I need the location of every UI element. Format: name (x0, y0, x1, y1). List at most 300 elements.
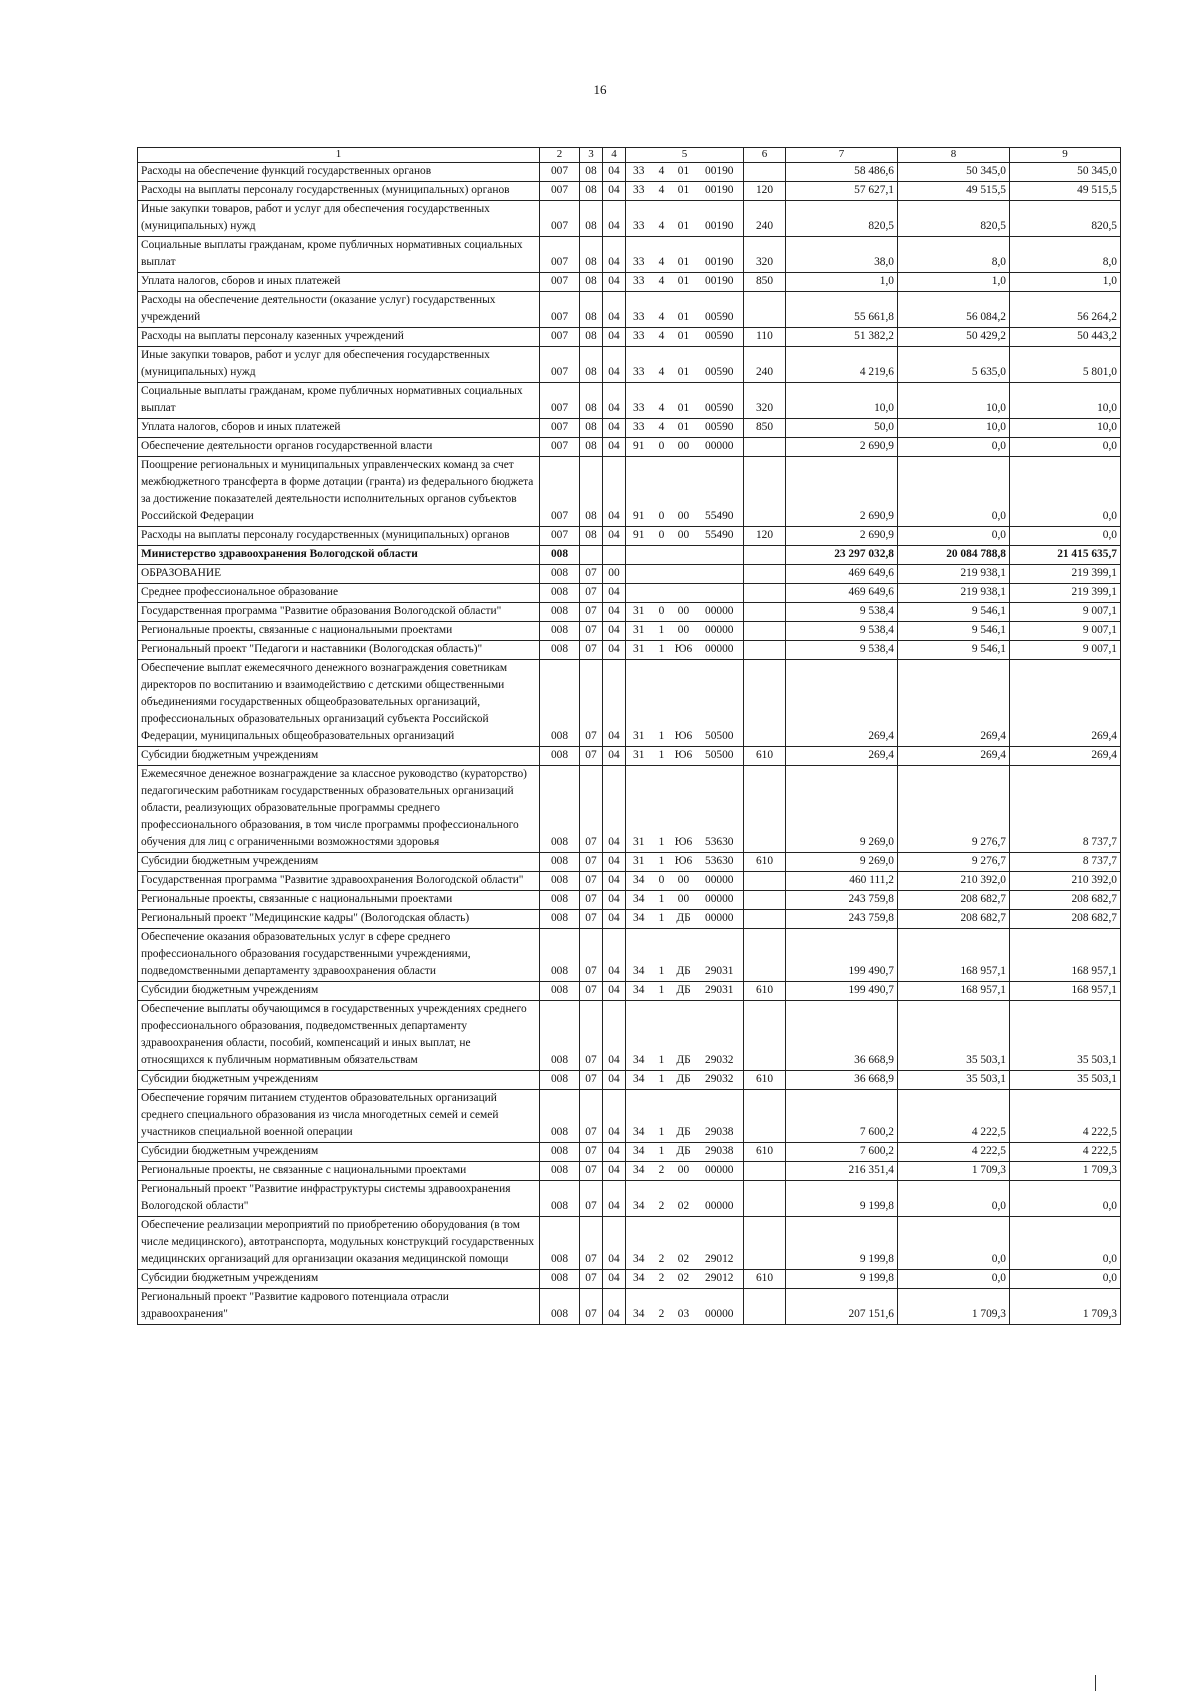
value-col7: 199 490,7 (786, 929, 898, 982)
table-row (138, 872, 1121, 891)
code-subsection: 04 (603, 419, 626, 438)
code-target-type: 1 (652, 747, 672, 766)
row-name: Государственная программа "Развитие здравоохранения Вологодской области" (138, 872, 540, 891)
code-target-project: 01 (672, 273, 696, 292)
code-target-direction (696, 565, 744, 584)
code-ministry: 007 (540, 419, 580, 438)
code-expense-type (744, 660, 786, 747)
row-name: Социальные выплаты гражданам, кроме публичных нормативных социальных выплат (138, 237, 540, 273)
value-col9: 21 415 635,7 (1010, 546, 1121, 565)
code-target-program: 33 (626, 163, 652, 182)
header-col-6: 6 (744, 148, 786, 163)
code-target-project: Ю6 (672, 641, 696, 660)
value-col7: 36 668,9 (786, 1071, 898, 1090)
code-section: 08 (580, 328, 603, 347)
code-target-direction: 00590 (696, 328, 744, 347)
code-expense-type: 120 (744, 182, 786, 201)
code-expense-type (744, 565, 786, 584)
row-name: Обеспечение выплат ежемесячного денежного вознаграждения советникам директоров по воспитанию и взаимодействию с детскими общественными объединениями государственных общеобразовательных организаций, профессиональных образовательных организаций субъекта Российской Федерации, муниципальных общеобразовательных организаций (138, 660, 540, 747)
row-name: Поощрение региональных и муниципальных управленческих команд за счет межбюджетного трансферта в форме дотации (гранта) из федерального бюджета за достижение показателей деятельности исполнительных органов субъектов Российской Федерации (138, 457, 540, 527)
code-target-program: 34 (626, 1289, 652, 1325)
row-name: Обеспечение оказания образовательных услуг в сфере среднего профессионального образования государственными учреждениями, подведомственными департаменту здравоохранения области (138, 929, 540, 982)
table-row (138, 292, 1121, 328)
value-col9: 1 709,3 (1010, 1289, 1121, 1325)
value-col8: 0,0 (898, 1217, 1010, 1270)
value-col9: 0,0 (1010, 527, 1121, 546)
code-ministry: 008 (540, 747, 580, 766)
code-ministry: 007 (540, 383, 580, 419)
code-expense-type (744, 1217, 786, 1270)
code-target-direction: 29012 (696, 1217, 744, 1270)
table-row (138, 201, 1121, 237)
value-col7: 9 269,0 (786, 766, 898, 853)
row-name: Расходы на обеспечение функций государственных органов (138, 163, 540, 182)
code-ministry: 008 (540, 1217, 580, 1270)
row-name: Социальные выплаты гражданам, кроме публичных нормативных социальных выплат (138, 383, 540, 419)
code-target-program: 34 (626, 1143, 652, 1162)
code-target-direction: 00590 (696, 383, 744, 419)
code-target-project: 00 (672, 527, 696, 546)
table-row (138, 622, 1121, 641)
code-expense-type (744, 546, 786, 565)
code-target-project: ДБ (672, 1090, 696, 1143)
row-name: Обеспечение горячим питанием студентов образовательных организаций среднего специального образования из числа многодетных семей и семей участников специальной военной операции (138, 1090, 540, 1143)
value-col9: 8,0 (1010, 237, 1121, 273)
value-col9: 210 392,0 (1010, 872, 1121, 891)
table-row (138, 891, 1121, 910)
table-row (138, 1217, 1121, 1270)
value-col7: 9 538,4 (786, 603, 898, 622)
code-target-project: 01 (672, 347, 696, 383)
code-target-direction: 55490 (696, 527, 744, 546)
row-name: ОБРАЗОВАНИЕ (138, 565, 540, 584)
row-name: Региональный проект "Развитие кадрового потенциала отрасли здравоохранения" (138, 1289, 540, 1325)
code-target-type: 0 (652, 438, 672, 457)
code-ministry: 008 (540, 546, 580, 565)
code-expense-type: 320 (744, 237, 786, 273)
value-col7: 7 600,2 (786, 1143, 898, 1162)
table-row (138, 910, 1121, 929)
code-ministry: 008 (540, 891, 580, 910)
value-col7: 4 219,6 (786, 347, 898, 383)
code-target-program: 33 (626, 273, 652, 292)
table-row (138, 182, 1121, 201)
value-col7: 57 627,1 (786, 182, 898, 201)
code-target-program (626, 565, 652, 584)
row-name: Региональный проект "Развитие инфраструктуры системы здравоохранения Вологодской области" (138, 1181, 540, 1217)
code-target-direction: 00000 (696, 910, 744, 929)
code-ministry: 007 (540, 163, 580, 182)
header-col-5: 5 (626, 148, 744, 163)
row-name: Ежемесячное денежное вознаграждение за классное руководство (кураторство) педагогическим работникам государственных образовательных организаций области, реализующих образовательные программы среднего профессионального образования, в том числе программы профессионального обучения для лиц с ограниченными возможностями здоровья (138, 766, 540, 853)
table-row (138, 1071, 1121, 1090)
code-target-project: 01 (672, 182, 696, 201)
table-body (138, 148, 1121, 1325)
value-col9: 8 737,7 (1010, 853, 1121, 872)
header-col-2: 2 (540, 148, 580, 163)
value-col9: 0,0 (1010, 1181, 1121, 1217)
code-target-direction: 55490 (696, 457, 744, 527)
code-ministry: 007 (540, 292, 580, 328)
code-ministry: 008 (540, 982, 580, 1001)
code-target-program: 31 (626, 853, 652, 872)
value-col8: 0,0 (898, 1270, 1010, 1289)
value-col8: 208 682,7 (898, 891, 1010, 910)
corner-mark (1095, 1675, 1096, 1691)
header-col-7: 7 (786, 148, 898, 163)
code-target-type: 4 (652, 163, 672, 182)
code-ministry: 007 (540, 527, 580, 546)
value-col9: 50 345,0 (1010, 163, 1121, 182)
code-target-direction: 00190 (696, 273, 744, 292)
code-target-project: 01 (672, 328, 696, 347)
row-name: Субсидии бюджетным учреждениям (138, 1143, 540, 1162)
table-row (138, 163, 1121, 182)
code-subsection: 04 (603, 1217, 626, 1270)
code-target-project: 01 (672, 237, 696, 273)
code-target-direction (696, 546, 744, 565)
code-target-direction: 00190 (696, 201, 744, 237)
code-section: 07 (580, 1289, 603, 1325)
code-target-type: 1 (652, 1001, 672, 1071)
value-col7: 9 199,8 (786, 1270, 898, 1289)
value-col7: 10,0 (786, 383, 898, 419)
code-target-program: 34 (626, 1001, 652, 1071)
table-row (138, 565, 1121, 584)
value-col9: 0,0 (1010, 1270, 1121, 1289)
code-target-direction: 50500 (696, 747, 744, 766)
code-ministry: 008 (540, 766, 580, 853)
code-target-direction: 00190 (696, 237, 744, 273)
code-ministry: 007 (540, 438, 580, 457)
code-target-program: 33 (626, 182, 652, 201)
code-target-program: 33 (626, 328, 652, 347)
code-expense-type (744, 872, 786, 891)
code-target-type: 4 (652, 419, 672, 438)
code-target-project: 01 (672, 419, 696, 438)
code-target-project: ДБ (672, 982, 696, 1001)
row-name: Региональные проекты, связанные с национальными проектами (138, 891, 540, 910)
budget-table (137, 147, 1121, 1325)
code-expense-type (744, 292, 786, 328)
value-col9: 219 399,1 (1010, 584, 1121, 603)
code-target-program: 91 (626, 438, 652, 457)
code-expense-type (744, 1181, 786, 1217)
code-target-type: 1 (652, 891, 672, 910)
code-target-program: 33 (626, 419, 652, 438)
code-section: 07 (580, 766, 603, 853)
value-col9: 56 264,2 (1010, 292, 1121, 328)
code-subsection: 04 (603, 201, 626, 237)
table-row (138, 584, 1121, 603)
code-expense-type (744, 1090, 786, 1143)
value-col8: 168 957,1 (898, 929, 1010, 982)
code-subsection: 04 (603, 747, 626, 766)
value-col8: 219 938,1 (898, 565, 1010, 584)
code-target-project: 01 (672, 292, 696, 328)
code-ministry: 008 (540, 660, 580, 747)
code-ministry: 008 (540, 1071, 580, 1090)
code-section: 08 (580, 182, 603, 201)
code-target-program: 34 (626, 1071, 652, 1090)
value-col8: 8,0 (898, 237, 1010, 273)
code-target-project: 02 (672, 1217, 696, 1270)
code-expense-type: 850 (744, 419, 786, 438)
row-name: Расходы на выплаты персоналу государственных (муниципальных) органов (138, 527, 540, 546)
value-col7: 2 690,9 (786, 438, 898, 457)
header-col-8: 8 (898, 148, 1010, 163)
code-expense-type: 120 (744, 527, 786, 546)
code-ministry: 008 (540, 565, 580, 584)
table-row (138, 1001, 1121, 1071)
code-section: 08 (580, 457, 603, 527)
row-name: Иные закупки товаров, работ и услуг для обеспечения государственных (муниципальных) нужд (138, 347, 540, 383)
value-col8: 50 429,2 (898, 328, 1010, 347)
code-target-project: ДБ (672, 910, 696, 929)
code-subsection: 04 (603, 1090, 626, 1143)
code-target-type: 0 (652, 603, 672, 622)
code-ministry: 007 (540, 201, 580, 237)
code-subsection: 04 (603, 660, 626, 747)
table-row (138, 929, 1121, 982)
value-col7: 55 661,8 (786, 292, 898, 328)
code-target-type: 0 (652, 457, 672, 527)
code-target-program: 33 (626, 383, 652, 419)
code-target-project: 00 (672, 457, 696, 527)
code-section: 08 (580, 237, 603, 273)
code-target-project: 00 (672, 622, 696, 641)
code-ministry: 008 (540, 1090, 580, 1143)
code-target-program: 31 (626, 622, 652, 641)
code-target-type (652, 584, 672, 603)
code-expense-type (744, 603, 786, 622)
value-col9: 9 007,1 (1010, 603, 1121, 622)
row-name: Среднее профессиональное образование (138, 584, 540, 603)
table-row (138, 237, 1121, 273)
code-subsection: 04 (603, 1001, 626, 1071)
code-ministry: 008 (540, 1143, 580, 1162)
code-target-program: 34 (626, 929, 652, 982)
value-col9: 35 503,1 (1010, 1001, 1121, 1071)
code-section: 07 (580, 982, 603, 1001)
code-target-type (652, 565, 672, 584)
code-subsection: 04 (603, 603, 626, 622)
row-name: Субсидии бюджетным учреждениям (138, 1270, 540, 1289)
code-target-project: 00 (672, 872, 696, 891)
code-target-project: 02 (672, 1270, 696, 1289)
value-col8: 49 515,5 (898, 182, 1010, 201)
value-col8: 56 084,2 (898, 292, 1010, 328)
code-subsection: 04 (603, 383, 626, 419)
code-section: 07 (580, 747, 603, 766)
code-section: 07 (580, 872, 603, 891)
code-expense-type: 240 (744, 201, 786, 237)
value-col9: 0,0 (1010, 438, 1121, 457)
code-target-program: 34 (626, 1270, 652, 1289)
code-target-direction: 00000 (696, 872, 744, 891)
code-section: 08 (580, 292, 603, 328)
value-col9: 219 399,1 (1010, 565, 1121, 584)
value-col7: 23 297 032,8 (786, 546, 898, 565)
code-target-type: 1 (652, 622, 672, 641)
row-name: Субсидии бюджетным учреждениям (138, 853, 540, 872)
code-target-type (652, 546, 672, 565)
code-subsection: 04 (603, 872, 626, 891)
table-row (138, 546, 1121, 565)
value-col9: 10,0 (1010, 419, 1121, 438)
value-col7: 243 759,8 (786, 910, 898, 929)
value-col7: 9 538,4 (786, 622, 898, 641)
code-target-project: ДБ (672, 929, 696, 982)
code-subsection: 04 (603, 328, 626, 347)
code-target-direction: 00000 (696, 1162, 744, 1181)
code-ministry: 008 (540, 1181, 580, 1217)
code-target-direction: 00000 (696, 891, 744, 910)
code-target-program: 34 (626, 1181, 652, 1217)
code-ministry: 007 (540, 237, 580, 273)
code-subsection: 04 (603, 292, 626, 328)
value-col7: 460 111,2 (786, 872, 898, 891)
code-target-project: Ю6 (672, 747, 696, 766)
code-expense-type (744, 622, 786, 641)
value-col7: 216 351,4 (786, 1162, 898, 1181)
value-col7: 269,4 (786, 660, 898, 747)
value-col9: 4 222,5 (1010, 1143, 1121, 1162)
code-target-program: 34 (626, 1217, 652, 1270)
code-expense-type (744, 891, 786, 910)
value-col7: 2 690,9 (786, 527, 898, 546)
value-col8: 9 546,1 (898, 622, 1010, 641)
value-col9: 49 515,5 (1010, 182, 1121, 201)
value-col8: 10,0 (898, 383, 1010, 419)
code-expense-type (744, 910, 786, 929)
table-row (138, 419, 1121, 438)
code-expense-type (744, 438, 786, 457)
table-row (138, 457, 1121, 527)
code-target-program: 33 (626, 237, 652, 273)
value-col8: 0,0 (898, 1181, 1010, 1217)
value-col8: 9 546,1 (898, 603, 1010, 622)
value-col9: 208 682,7 (1010, 891, 1121, 910)
code-subsection: 04 (603, 910, 626, 929)
code-target-direction: 50500 (696, 660, 744, 747)
value-col8: 5 635,0 (898, 347, 1010, 383)
code-target-type: 4 (652, 237, 672, 273)
value-col9: 269,4 (1010, 660, 1121, 747)
code-target-project: 01 (672, 383, 696, 419)
value-col8: 208 682,7 (898, 910, 1010, 929)
code-section (580, 546, 603, 565)
code-subsection: 04 (603, 853, 626, 872)
value-col7: 243 759,8 (786, 891, 898, 910)
code-target-direction (696, 584, 744, 603)
code-section: 08 (580, 527, 603, 546)
code-target-direction: 53630 (696, 853, 744, 872)
code-subsection: 04 (603, 182, 626, 201)
code-subsection: 04 (603, 237, 626, 273)
code-target-type: 4 (652, 201, 672, 237)
row-name: Субсидии бюджетным учреждениям (138, 982, 540, 1001)
value-col7: 1,0 (786, 273, 898, 292)
code-subsection: 04 (603, 929, 626, 982)
code-target-program: 31 (626, 603, 652, 622)
table-row (138, 1162, 1121, 1181)
value-col8: 35 503,1 (898, 1071, 1010, 1090)
code-target-direction: 00000 (696, 438, 744, 457)
code-subsection: 04 (603, 1162, 626, 1181)
value-col8: 35 503,1 (898, 1001, 1010, 1071)
code-ministry: 008 (540, 929, 580, 982)
code-expense-type: 110 (744, 328, 786, 347)
value-col9: 168 957,1 (1010, 929, 1121, 982)
table-row (138, 641, 1121, 660)
code-ministry: 008 (540, 1001, 580, 1071)
code-target-direction: 00000 (696, 622, 744, 641)
value-col7: 269,4 (786, 747, 898, 766)
value-col9: 820,5 (1010, 201, 1121, 237)
value-col7: 51 382,2 (786, 328, 898, 347)
code-subsection: 04 (603, 347, 626, 383)
value-col8: 269,4 (898, 747, 1010, 766)
code-section: 07 (580, 1001, 603, 1071)
value-col8: 9 276,7 (898, 853, 1010, 872)
code-subsection: 04 (603, 1270, 626, 1289)
code-section: 08 (580, 383, 603, 419)
code-target-type: 4 (652, 383, 672, 419)
code-expense-type: 610 (744, 982, 786, 1001)
value-col9: 0,0 (1010, 1217, 1121, 1270)
code-target-type: 1 (652, 982, 672, 1001)
code-target-type: 0 (652, 872, 672, 891)
value-col8: 219 938,1 (898, 584, 1010, 603)
code-target-type: 2 (652, 1270, 672, 1289)
row-name: Расходы на выплаты персоналу казенных учреждений (138, 328, 540, 347)
header-col-3: 3 (580, 148, 603, 163)
row-name: Государственная программа "Развитие образования Вологодской области" (138, 603, 540, 622)
value-col8: 168 957,1 (898, 982, 1010, 1001)
code-target-project: ДБ (672, 1143, 696, 1162)
row-name: Региональные проекты, не связанные с национальными проектами (138, 1162, 540, 1181)
code-section: 07 (580, 1143, 603, 1162)
code-target-program: 31 (626, 747, 652, 766)
code-target-program (626, 546, 652, 565)
code-expense-type (744, 1001, 786, 1071)
code-ministry: 008 (540, 641, 580, 660)
code-target-direction: 00000 (696, 1289, 744, 1325)
code-target-project: ДБ (672, 1071, 696, 1090)
header-col-9: 9 (1010, 148, 1121, 163)
code-target-program: 34 (626, 891, 652, 910)
value-col8: 9 276,7 (898, 766, 1010, 853)
table-row (138, 853, 1121, 872)
code-target-type: 4 (652, 273, 672, 292)
value-col7: 199 490,7 (786, 982, 898, 1001)
code-target-direction: 29032 (696, 1001, 744, 1071)
code-ministry: 008 (540, 622, 580, 641)
code-target-project: 01 (672, 163, 696, 182)
code-subsection: 04 (603, 527, 626, 546)
value-col7: 9 269,0 (786, 853, 898, 872)
code-section: 07 (580, 910, 603, 929)
code-ministry: 008 (540, 584, 580, 603)
code-ministry: 007 (540, 457, 580, 527)
code-target-type: 1 (652, 660, 672, 747)
code-section: 07 (580, 1071, 603, 1090)
value-col9: 50 443,2 (1010, 328, 1121, 347)
value-col7: 9 199,8 (786, 1181, 898, 1217)
code-section: 08 (580, 273, 603, 292)
value-col7: 2 690,9 (786, 457, 898, 527)
